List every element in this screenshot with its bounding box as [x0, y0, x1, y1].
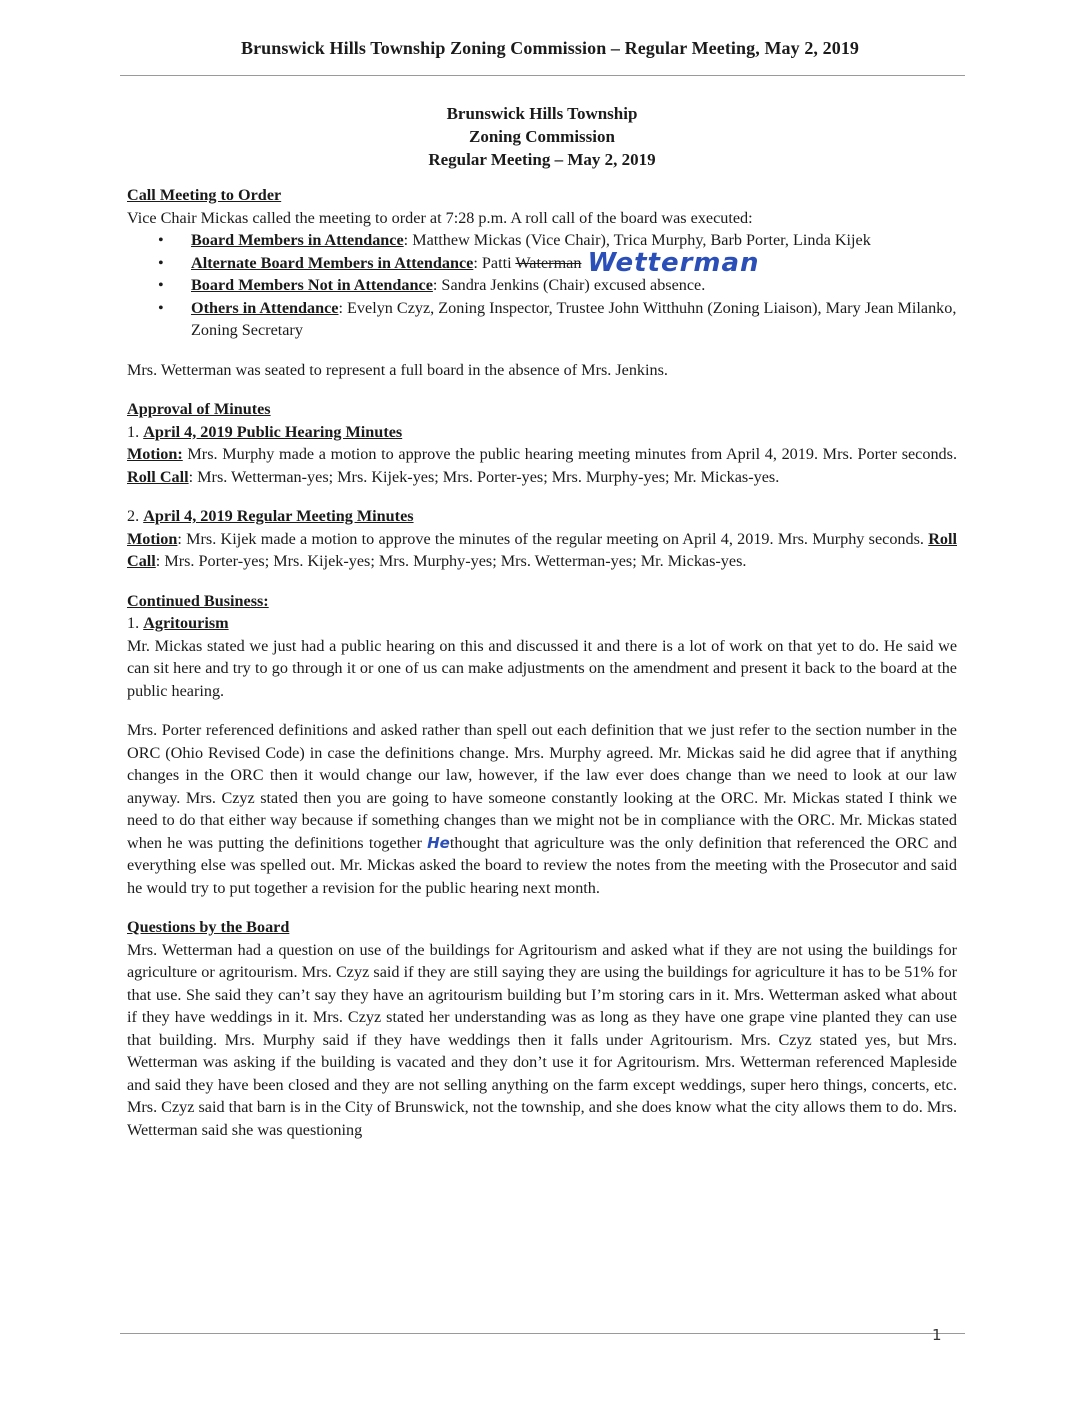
call-to-order-intro: Vice Chair Mickas called the meeting to order at 7:28 p.m. A roll call of the board was executed: [127, 208, 753, 227]
attendance-text: : Patti [473, 253, 516, 272]
call-to-order-heading: Call Meeting to Order [127, 186, 282, 204]
attendance-alternate-members [191, 247, 957, 278]
attendance-text: : Sandra Jenkins (Chair) excused absence. [432, 276, 706, 294]
attendance-not-in-attendance [191, 274, 957, 297]
questions-heading: Questions by the Board [127, 918, 290, 936]
minutes-item-1-title: 1. April 4, 2019 Public Hearing Minutes [127, 422, 403, 441]
attendance-list [127, 229, 957, 342]
attendance-others [191, 297, 957, 342]
attendance-label: Board Members in Attendance [191, 231, 404, 249]
handwritten-insert: He [427, 833, 450, 852]
attendance-text: : Evelyn Czyz, Zoning Inspector, Trustee John Witthuhn (Zoning Liaison), Mary Jean Milanko, Zoning Secretary [191, 298, 957, 339]
continued-business-para-1: Mr. Mickas stated we just had a public hearing on this and discussed it and there is a lot of work on that yet to do. He said we can sit here and try to go through it or one of us can make adjustments on the amendment and present it back to the board at the public hearing. [127, 636, 957, 700]
document-body [127, 102, 957, 1141]
minutes-item-2-title: 2. April 4, 2019 Regular Meeting Minutes [127, 507, 414, 525]
running-header: Brunswick Hills Township Zoning Commission – Regular Meeting, May 2, 2019 [240, 38, 860, 58]
approval-heading: Approval of Minutes [127, 400, 271, 418]
document-title [127, 102, 957, 171]
handwritten-correction: Wetterman [587, 247, 760, 278]
attendance-label: Board Members Not in Attendance [191, 276, 433, 294]
attendance-text: : Matthew Mickas (Vice Chair), Trica Murphy, Barb Porter, Linda Kijek [403, 231, 871, 249]
seated-note: Mrs. Wetterman was seated to represent a full board in the absence of Mrs. Jenkins. [127, 360, 668, 379]
title-line-2: Zoning Commission [469, 127, 615, 146]
minutes-item-1-motion: Motion: Mrs. Murphy made a motion to approve the public hearing meeting minutes from April 4, 2019. Mrs. Porter seconds. Roll Call: Mrs. Wetterman-yes; Mrs. Kijek-yes; Mrs. Porter-yes; Mrs. Murphy-yes; Mr. Mickas-yes. [127, 445, 957, 486]
attendance-board-members [191, 229, 957, 252]
agritourism-title: 1. Agritourism [127, 614, 229, 632]
struck-name: Waterman [515, 253, 582, 272]
header-rule [120, 75, 965, 76]
title-line-3: Regular Meeting – May 2, 2019 [428, 150, 656, 169]
attendance-label: Others in Attendance [191, 298, 339, 317]
continued-business-heading: Continued Business: [127, 591, 269, 610]
minutes-item-2-motion: Motion: Mrs. Kijek made a motion to approve the minutes of the regular meeting on April 4, 2019. Mrs. Murphy seconds. Roll Call: Mrs. Porter-yes; Mrs. Kijek-yes; Mrs. Murphy-yes; Mrs. Wetterman-yes; Mr. Mickas-yes. [127, 529, 957, 570]
footer-rule [120, 1333, 965, 1334]
page-number: 1 [932, 1326, 942, 1344]
title-line-1: Brunswick Hills Township [446, 104, 638, 123]
questions-para: Mrs. Wetterman had a question on use of the buildings for Agritourism and asked what if they are not using the buildings for agriculture or agritourism. Mrs. Czyz said if they are still saying they are using the buildings for agriculture it has to be 51% for that use. She said they can’t say they have an agritourism building but I’m storing cars in it. Mrs. Wetterman asked what about if they have weddings in it. Mrs. Czyz stated her understanding was as long as they have one grape vine planted they can use that building. Mrs. Murphy said if they have weddings then it falls under Agritourism. Mrs. Czyz stated yes, but Mrs. Wetterman was asking if the building is vacated and they don’t use it for Agritourism. Mrs. Wetterman referenced Mapleside and said they have been closed and they are not selling anything on the farm except weddings, super hero things, concerts, etc. Mrs. Czyz said that barn is in the City of Brunswick, not the township, and she does know what the city allows them to do. Mrs. Wetterman said she was questioning [127, 940, 957, 1139]
continued-business-para-2: Mrs. Porter referenced definitions and asked rather than spell out each definition that we just refer to the section number in the ORC (Ohio Revised Code) in case the definitions change. Mrs. Murphy agreed. Mr. Mickas said he did agree that if anything changes in the ORC then it would change our law, however, if the law ever does change than we need to look at our law anyway. Mrs. Czyz stated then you are going to have someone constantly looking at the ORC. Mr. Mickas stated I think we need to do that either way because if something changes than we might not be in compliance with the ORC. Mr. Mickas stated when he was putting the definitions together Hethought that agriculture was the only definition that referenced the ORC and everything else was spelled out. Mr. Mickas asked the board to review the notes from the meeting with the Prosecutor and said he would try to put together a revision for the public hearing next month. [127, 721, 957, 897]
attendance-label: Alternate Board Members in Attendance [191, 253, 474, 272]
